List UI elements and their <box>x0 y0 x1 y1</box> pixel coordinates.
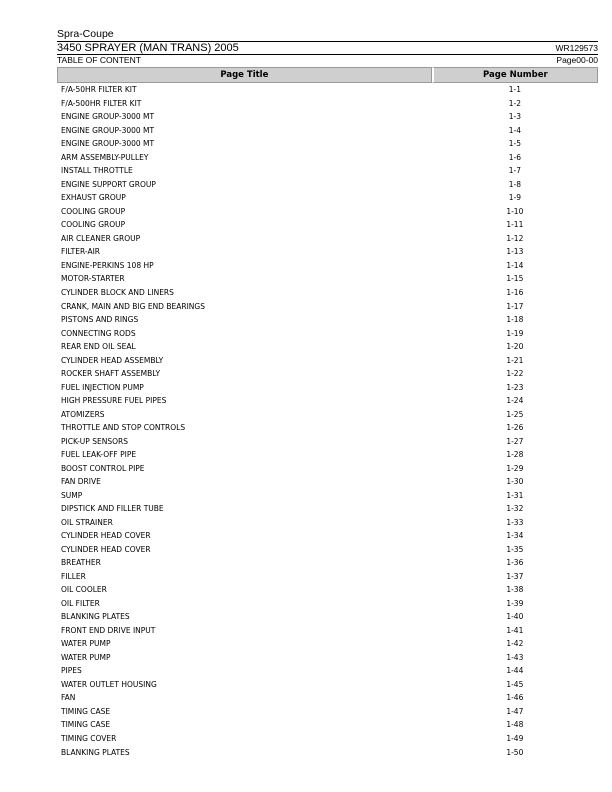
row-page-number[interactable]: 1-35 <box>506 544 524 554</box>
table-row[interactable] <box>57 97 598 111</box>
row-title[interactable]: ENGINE GROUP-3000 MT <box>61 112 155 122</box>
row-title[interactable]: CYLINDER BLOCK AND LINERS <box>61 287 174 297</box>
row-title[interactable]: ENGINE GROUP-3000 MT <box>61 139 155 149</box>
table-row[interactable] <box>57 570 598 584</box>
table-row[interactable] <box>57 259 598 273</box>
row-title[interactable]: BREATHER <box>61 558 101 568</box>
row-page-number[interactable]: 1-40 <box>506 612 524 622</box>
table-row[interactable] <box>57 583 598 597</box>
table-row[interactable] <box>57 651 598 665</box>
table-row[interactable] <box>57 124 598 138</box>
row-page-number[interactable]: 1-16 <box>506 287 524 297</box>
row-title[interactable]: TIMING COVER <box>61 734 117 743</box>
table-row[interactable] <box>57 502 598 516</box>
model-title: 3450 SPRAYER (MAN TRANS) 2005 <box>57 42 239 54</box>
row-page-number[interactable]: 1-32 <box>506 504 524 514</box>
row-page-number[interactable]: 1-30 <box>506 477 524 487</box>
row-title[interactable]: COOLING GROUP <box>61 220 126 230</box>
row-page-number[interactable]: 1-38 <box>506 585 524 595</box>
row-title[interactable]: ROCKER SHAFT ASSEMBLY <box>61 369 161 379</box>
row-title[interactable]: FUEL LEAK-OFF PIPE <box>61 450 137 460</box>
row-page-number[interactable]: 1-39 <box>506 598 524 608</box>
table-row[interactable] <box>57 732 598 746</box>
row-title[interactable]: CYLINDER HEAD COVER <box>61 544 151 554</box>
row-title[interactable]: FAN DRIVE <box>61 477 101 487</box>
row-title[interactable]: BLANKING PLATES <box>61 747 130 757</box>
row-title[interactable]: INSTALL THROTTLE <box>61 166 133 176</box>
row-title[interactable]: BLANKING PLATES <box>61 612 130 622</box>
table-row[interactable] <box>57 678 598 692</box>
row-page-number[interactable]: 1-23 <box>506 382 524 392</box>
row-page-number[interactable]: 1-45 <box>506 679 524 689</box>
row-page-number[interactable]: 1-5 <box>508 139 521 149</box>
row-page-number[interactable]: 1-49 <box>506 734 524 743</box>
row-title[interactable]: ENGINE-PERKINS 108 HP <box>61 260 154 270</box>
row-page-number[interactable]: 1-26 <box>506 423 524 433</box>
table-row[interactable] <box>57 232 598 246</box>
row-title[interactable]: DIPSTICK AND FILLER TUBE <box>61 504 164 514</box>
row-page-number[interactable]: 1-25 <box>506 409 524 419</box>
row-title[interactable]: FILLER <box>61 571 86 581</box>
row-page-number[interactable]: 1-20 <box>506 342 524 352</box>
table-row[interactable] <box>57 218 598 232</box>
row-title[interactable]: FRONT END DRIVE INPUT <box>61 625 156 635</box>
row-page-number[interactable]: 1-46 <box>506 693 524 703</box>
table-row[interactable] <box>57 340 598 354</box>
table-row[interactable] <box>57 705 598 719</box>
row-page-number[interactable]: 1-13 <box>506 247 524 257</box>
row-title[interactable]: COOLING GROUP <box>61 206 126 216</box>
row-page-number[interactable]: 1-41 <box>506 625 524 635</box>
row-page-number[interactable]: 1-48 <box>506 720 524 730</box>
table-row[interactable] <box>57 205 598 219</box>
table-row[interactable] <box>57 475 598 489</box>
table-row[interactable] <box>57 624 598 638</box>
table-row[interactable] <box>57 434 598 448</box>
table-row[interactable] <box>57 461 598 475</box>
row-title[interactable]: WATER OUTLET HOUSING <box>61 679 157 689</box>
row-title[interactable]: CYLINDER HEAD ASSEMBLY <box>61 355 164 365</box>
row-page-number[interactable]: 1-6 <box>508 152 521 162</box>
table-row[interactable] <box>57 326 598 340</box>
table-row[interactable] <box>57 191 598 205</box>
row-page-number[interactable]: 1-21 <box>506 355 524 365</box>
row-title[interactable]: F/A-500HR FILTER KIT <box>61 98 142 108</box>
column-header-page-number: Page Number <box>432 67 598 83</box>
row-page-number[interactable]: 1-36 <box>506 558 524 568</box>
table-row[interactable] <box>57 664 598 678</box>
toc-header-row <box>57 67 598 83</box>
row-page-number[interactable]: 1-27 <box>506 436 524 446</box>
row-page-number[interactable]: 1-28 <box>506 450 524 460</box>
row-page-number[interactable]: 1-2 <box>508 98 521 108</box>
row-page-number[interactable]: 1-33 <box>506 517 524 527</box>
table-row[interactable] <box>57 380 598 394</box>
row-title[interactable]: WATER PUMP <box>61 639 111 649</box>
table-row[interactable] <box>57 164 598 178</box>
row-page-number[interactable]: 1-22 <box>506 369 524 379</box>
table-row[interactable] <box>57 245 598 259</box>
row-title[interactable]: ENGINE GROUP-3000 MT <box>61 125 155 135</box>
row-title[interactable]: AIR CLEANER GROUP <box>61 233 141 243</box>
row-page-number[interactable]: 1-37 <box>506 571 524 581</box>
row-title[interactable]: ENGINE SUPPORT GROUP <box>61 179 156 189</box>
row-title[interactable]: SUMP <box>61 490 83 500</box>
table-row[interactable] <box>57 556 598 570</box>
row-title[interactable]: ATOMIZERS <box>61 409 105 419</box>
row-title[interactable]: FILTER-AIR <box>61 247 100 257</box>
row-title[interactable]: CONNECTING RODS <box>61 328 136 338</box>
row-title[interactable]: OIL COOLER <box>61 585 107 595</box>
table-row[interactable] <box>57 299 598 313</box>
header-model-row <box>57 41 598 54</box>
row-page-number[interactable]: 1-29 <box>506 463 524 473</box>
row-title[interactable]: PICK-UP SENSORS <box>61 436 128 446</box>
table-row[interactable] <box>57 110 598 124</box>
table-row[interactable] <box>57 610 598 624</box>
table-row[interactable] <box>57 286 598 300</box>
table-row[interactable] <box>57 272 598 286</box>
row-title[interactable]: PIPES <box>61 666 82 676</box>
row-page-number[interactable]: 1-47 <box>506 706 524 716</box>
row-title[interactable]: HIGH PRESSURE FUEL PIPES <box>61 396 167 406</box>
row-page-number[interactable]: 1-3 <box>508 112 521 122</box>
table-row[interactable] <box>57 394 598 408</box>
row-page-number[interactable]: 1-31 <box>506 490 524 500</box>
table-row[interactable] <box>57 597 598 611</box>
header-section-row <box>57 54 598 66</box>
page-reference: Page00-00 <box>556 55 598 65</box>
section-title: TABLE OF CONTENT <box>57 55 141 65</box>
document-header <box>57 28 598 66</box>
row-title[interactable]: CYLINDER HEAD COVER <box>61 531 151 541</box>
table-row[interactable] <box>57 529 598 543</box>
table-row[interactable] <box>57 488 598 502</box>
table-row[interactable] <box>57 543 598 557</box>
table-row[interactable] <box>57 353 598 367</box>
row-title[interactable]: FUEL INJECTION PUMP <box>61 382 144 392</box>
row-page-number[interactable]: 1-14 <box>506 260 524 270</box>
row-page-number[interactable]: 1-8 <box>508 179 521 189</box>
row-title[interactable]: ARM ASSEMBLY-PULLEY <box>61 152 149 162</box>
table-row[interactable] <box>57 421 598 435</box>
row-page-number[interactable]: 1-34 <box>506 531 524 541</box>
table-row[interactable] <box>57 691 598 705</box>
row-title[interactable]: REAR END OIL SEAL <box>61 342 136 352</box>
row-title[interactable]: TIMING CASE <box>61 720 111 730</box>
row-page-number[interactable]: 1-24 <box>506 396 524 406</box>
table-row[interactable] <box>57 407 598 421</box>
table-row[interactable] <box>57 448 598 462</box>
row-page-number[interactable]: 1-7 <box>508 166 521 176</box>
table-row[interactable] <box>57 367 598 381</box>
row-page-number[interactable]: 1-12 <box>506 233 524 243</box>
table-row[interactable] <box>57 718 598 732</box>
row-title[interactable]: EXHAUST GROUP <box>61 193 126 203</box>
row-title[interactable]: MOTOR-STARTER <box>61 274 125 284</box>
row-page-number[interactable]: 1-18 <box>506 315 524 325</box>
column-header-title: Page Title <box>57 67 432 83</box>
row-title[interactable]: OIL FILTER <box>61 598 100 608</box>
row-page-number[interactable]: 1-19 <box>506 328 524 338</box>
row-title[interactable]: WATER PUMP <box>61 652 111 662</box>
row-page-number[interactable]: 1-42 <box>506 639 524 649</box>
table-row[interactable] <box>57 178 598 192</box>
row-title[interactable]: CRANK, MAIN AND BIG END BEARINGS <box>61 301 205 311</box>
row-page-number[interactable]: 1-10 <box>506 206 524 216</box>
toc-body <box>57 83 598 759</box>
row-page-number[interactable]: 1-4 <box>508 125 521 135</box>
row-title[interactable]: PISTONS AND RINGS <box>61 315 139 325</box>
table-row[interactable] <box>57 151 598 165</box>
document-code: WR129573 <box>555 43 598 53</box>
toc-table <box>57 67 598 759</box>
row-page-number[interactable]: 1-11 <box>506 220 524 230</box>
brand-name: Spra-Coupe <box>57 28 114 40</box>
row-title[interactable]: FAN <box>61 693 76 703</box>
table-row[interactable] <box>57 637 598 651</box>
row-page-number[interactable]: 1-43 <box>506 652 524 662</box>
row-title[interactable]: THROTTLE AND STOP CONTROLS <box>61 423 186 433</box>
row-page-number[interactable]: 1-17 <box>506 301 524 311</box>
row-title[interactable]: OIL STRAINER <box>61 517 113 527</box>
row-title[interactable]: BOOST CONTROL PIPE <box>61 463 145 473</box>
table-row[interactable] <box>57 516 598 530</box>
table-row[interactable] <box>57 313 598 327</box>
row-page-number[interactable]: 1-9 <box>508 193 521 203</box>
table-row[interactable] <box>57 137 598 151</box>
row-title[interactable]: F/A-50HR FILTER KIT <box>61 85 137 95</box>
row-page-number[interactable]: 1-15 <box>506 274 524 284</box>
row-title[interactable]: TIMING CASE <box>61 706 111 716</box>
row-page-number[interactable]: 1-44 <box>506 666 524 676</box>
table-row[interactable] <box>57 745 598 759</box>
table-row[interactable] <box>57 83 598 97</box>
row-page-number[interactable]: 1-1 <box>508 85 521 95</box>
row-page-number[interactable]: 1-50 <box>506 747 524 757</box>
